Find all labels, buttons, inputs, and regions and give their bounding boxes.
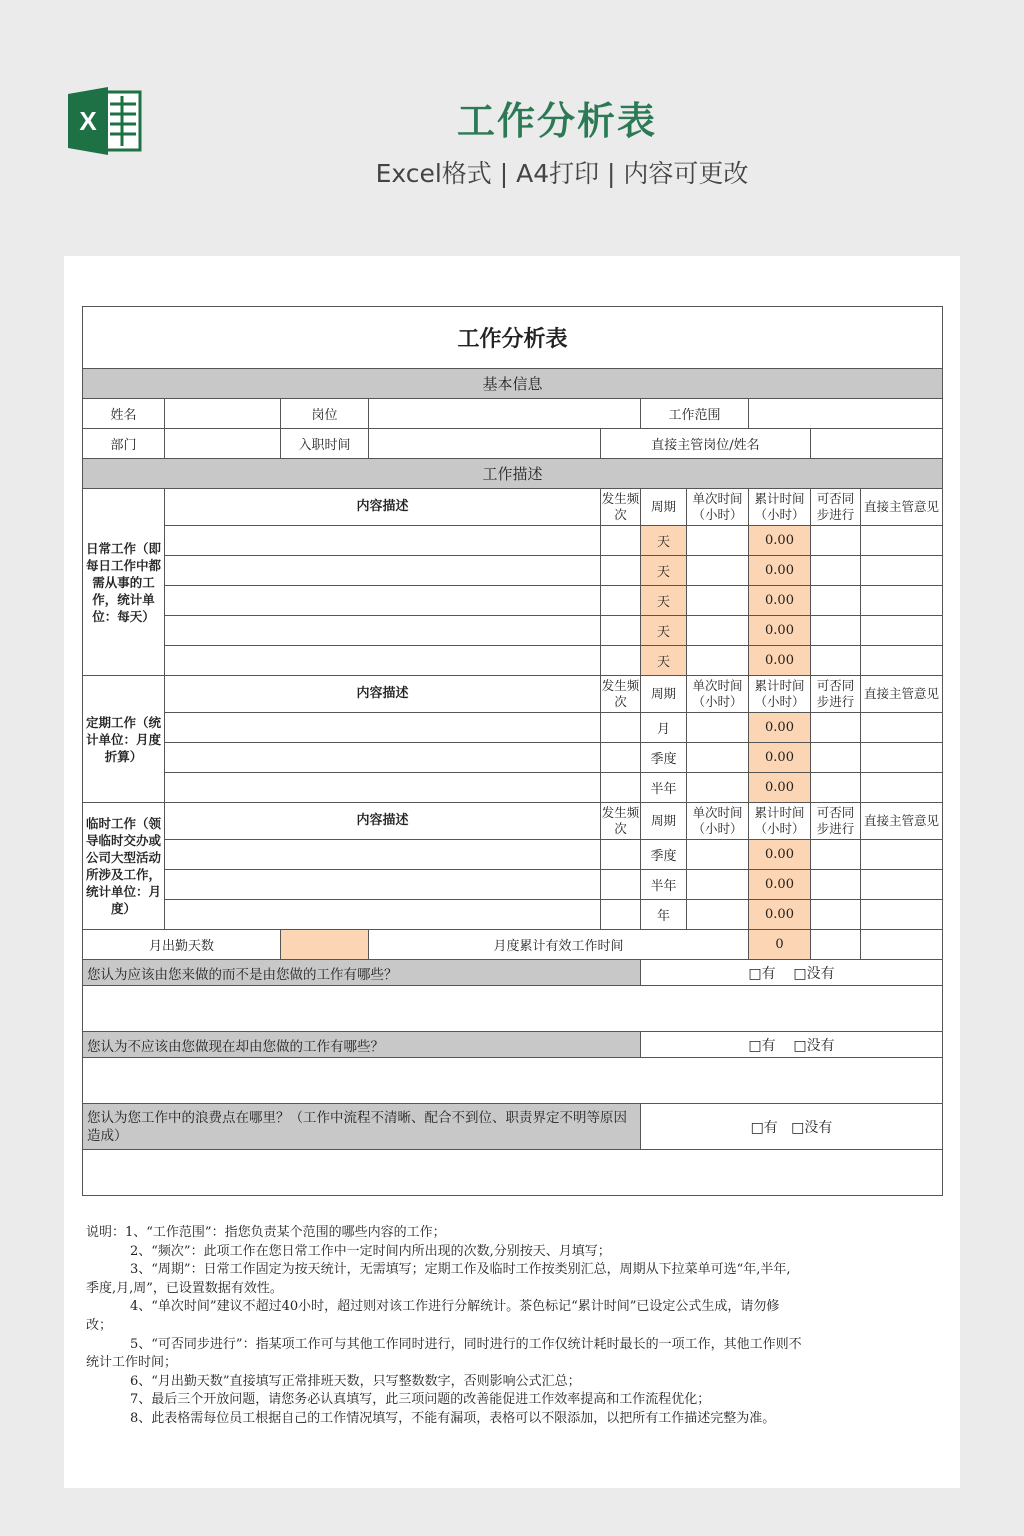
cycle-cell[interactable]: 月: [641, 713, 687, 743]
sync-cell[interactable]: [811, 713, 861, 743]
opinion-cell[interactable]: [861, 586, 943, 616]
freq-cell[interactable]: [601, 773, 641, 803]
cycle-header: 周期: [641, 676, 687, 713]
content-cell[interactable]: [165, 646, 601, 676]
note-line: 季度,月,周”，已设置数据有效性。: [86, 1280, 283, 1296]
cycle-cell[interactable]: 半年: [641, 870, 687, 900]
content-cell[interactable]: [165, 743, 601, 773]
attendance-days-field[interactable]: [281, 930, 369, 960]
content-header: 内容描述: [165, 489, 601, 526]
freq-cell[interactable]: [601, 526, 641, 556]
sync-cell[interactable]: [811, 556, 861, 586]
content-cell[interactable]: [165, 526, 601, 556]
opinion-cell[interactable]: [861, 900, 943, 930]
single-time-cell[interactable]: [687, 526, 749, 556]
single-time-cell[interactable]: [687, 556, 749, 586]
note-line: 5、“可否同步进行”：指某项工作可与其他工作同时进行，同时进行的工作仅统计耗时最长的一项工作，其他工作则不: [130, 1336, 802, 1352]
total-time-header: 累计时间（小时）: [749, 803, 811, 840]
cycle-cell[interactable]: 季度: [641, 743, 687, 773]
total-time-cell: 0.00: [749, 900, 811, 930]
sync-cell[interactable]: [811, 840, 861, 870]
effective-time-value: 0: [749, 930, 811, 960]
summary-blank-cell: [811, 930, 861, 960]
single-time-cell[interactable]: [687, 646, 749, 676]
sync-cell[interactable]: [811, 526, 861, 556]
content-cell[interactable]: [165, 870, 601, 900]
opinion-cell[interactable]: [861, 616, 943, 646]
opinion-cell[interactable]: [861, 870, 943, 900]
note-line: 4、“单次时间”建议不超过40小时，超过则对该工作进行分解统计。茶色标记“累计时间”已设定公式生成，请勿修: [130, 1299, 780, 1315]
total-time-cell: 0.00: [749, 713, 811, 743]
total-time-cell: 0.00: [749, 556, 811, 586]
opinion-cell[interactable]: [861, 526, 943, 556]
periodic-work-label: 定期工作（统计单位：月度折算）: [83, 676, 165, 803]
content-cell[interactable]: [165, 616, 601, 646]
freq-cell[interactable]: [601, 870, 641, 900]
content-cell[interactable]: [165, 556, 601, 586]
sync-header: 可否同步进行: [811, 803, 861, 840]
freq-cell[interactable]: [601, 713, 641, 743]
freq-header: 发生频次: [601, 803, 641, 840]
opinion-cell[interactable]: [861, 646, 943, 676]
table-row: [83, 900, 943, 930]
total-time-cell: 0.00: [749, 586, 811, 616]
sync-cell[interactable]: [811, 773, 861, 803]
freq-cell[interactable]: [601, 556, 641, 586]
single-time-cell[interactable]: [687, 870, 749, 900]
note-line: 2、“频次”：此项工作在您日常工作中一定时间内所出现的次数,分别按天、月填写；: [130, 1243, 611, 1259]
attendance-days-label: 月出勤天数: [83, 930, 281, 960]
table-row: [83, 840, 943, 870]
cycle-header: 周期: [641, 489, 687, 526]
supervisor-label: 直接主管岗位/姓名: [601, 429, 811, 459]
question-2-answer[interactable]: [83, 1058, 943, 1104]
single-time-cell[interactable]: [687, 616, 749, 646]
opinion-header: 直接主管意见: [861, 489, 943, 526]
sync-cell[interactable]: [811, 870, 861, 900]
total-time-cell: 0.00: [749, 840, 811, 870]
single-time-cell[interactable]: [687, 900, 749, 930]
table-row: [83, 526, 943, 556]
note-line: 8、此表格需每位员工根据自己的工作情况填写，不能有漏项，表格可以不限添加，以把所有工作描述完整为准。: [130, 1410, 776, 1426]
dept-field[interactable]: [165, 429, 281, 459]
table-row: [83, 713, 943, 743]
name-label: 姓名: [83, 399, 165, 429]
freq-cell[interactable]: [601, 616, 641, 646]
daily-work-label: 日常工作（即每日工作中都需从事的工作，统计单位：每天）: [83, 489, 165, 676]
question-2-options: [641, 1032, 943, 1058]
freq-header: 发生频次: [601, 489, 641, 526]
freq-cell[interactable]: [601, 646, 641, 676]
question-1-options: [641, 960, 943, 986]
cycle-cell: 天: [641, 586, 687, 616]
cycle-cell: 天: [641, 526, 687, 556]
sync-cell[interactable]: [811, 743, 861, 773]
single-time-cell[interactable]: [687, 773, 749, 803]
single-time-cell[interactable]: [687, 743, 749, 773]
cycle-cell: 天: [641, 646, 687, 676]
question-1-yes-checkbox[interactable]: □有: [748, 965, 776, 982]
sync-header: 可否同步进行: [811, 489, 861, 526]
table-row: [83, 616, 943, 646]
sync-cell[interactable]: [811, 900, 861, 930]
single-time-cell[interactable]: [687, 840, 749, 870]
question-1: 您认为应该由您来做的而不是由您做的工作有哪些？: [83, 960, 641, 986]
opinion-header: 直接主管意见: [861, 803, 943, 840]
note-line: 统计工作时间；: [86, 1355, 178, 1371]
content-cell[interactable]: [165, 586, 601, 616]
question-3-yes-checkbox[interactable]: □有: [750, 1119, 778, 1136]
hire-date-field[interactable]: [369, 429, 601, 459]
table-row: [83, 773, 943, 803]
opinion-header: 直接主管意见: [861, 676, 943, 713]
cycle-cell[interactable]: 年: [641, 900, 687, 930]
note-line: 7、最后三个开放问题，请您务必认真填写，此三项问题的改善能促进工作效率提高和工作流程优化；: [130, 1392, 711, 1408]
cycle-cell[interactable]: 半年: [641, 773, 687, 803]
single-time-header: 单次时间（小时）: [687, 803, 749, 840]
note-line: 说明：1、“工作范围”：指您负责某个范围的哪些内容的工作；: [86, 1225, 446, 1240]
question-3: 您认为您工作中的浪费点在哪里？（工作中流程不清晰、配合不到位、职责界定不明等原因造成）: [83, 1104, 641, 1150]
opinion-cell[interactable]: [861, 840, 943, 870]
banner-subtitle: Excel格式 | A4打印 | 内容可更改: [375, 159, 749, 188]
content-cell[interactable]: [165, 840, 601, 870]
scope-field[interactable]: [749, 399, 943, 429]
single-time-header: 单次时间（小时）: [687, 676, 749, 713]
section-work-description: 工作描述: [83, 459, 943, 489]
question-3-no-checkbox[interactable]: □没有: [791, 1119, 833, 1136]
name-field[interactable]: [165, 399, 281, 429]
single-time-cell[interactable]: [687, 713, 749, 743]
summary-blank-cell: [861, 930, 943, 960]
cycle-header: 周期: [641, 803, 687, 840]
question-3-options: [641, 1104, 943, 1150]
freq-cell[interactable]: [601, 900, 641, 930]
note-line: 6、“月出勤天数”直接填写正常排班天数，只写整数数字，否则影响公式汇总；: [130, 1373, 581, 1389]
content-header: 内容描述: [165, 803, 601, 840]
effective-time-label: 月度累计有效工作时间: [369, 930, 749, 960]
table-row: [83, 556, 943, 586]
post-label: 岗位: [281, 399, 369, 429]
note-line: 3、“周期”：日常工作固定为按天统计，无需填写；定期工作及临时工作按类别汇总，周期从下拉菜单可选“年,半年,: [130, 1262, 791, 1278]
table-row: [83, 743, 943, 773]
question-1-answer[interactable]: [83, 986, 943, 1032]
table-row: [83, 870, 943, 900]
question-2: 您认为不应该由您做现在却由您做的工作有哪些？: [83, 1032, 641, 1058]
opinion-cell[interactable]: [861, 556, 943, 586]
notes-section: [86, 1224, 936, 1429]
question-1-no-checkbox[interactable]: □没有: [793, 965, 835, 982]
total-time-header: 累计时间（小时）: [749, 676, 811, 713]
dept-label: 部门: [83, 429, 165, 459]
total-time-cell: 0.00: [749, 870, 811, 900]
section-basic-info: 基本信息: [83, 369, 943, 399]
question-3-answer[interactable]: [83, 1150, 943, 1196]
sync-cell[interactable]: [811, 586, 861, 616]
total-time-header: 累计时间（小时）: [749, 489, 811, 526]
content-cell[interactable]: [165, 773, 601, 803]
freq-cell[interactable]: [601, 743, 641, 773]
note-line: 改；: [86, 1317, 113, 1333]
freq-header: 发生频次: [601, 676, 641, 713]
banner-title: 工作分析表: [456, 99, 657, 143]
content-cell[interactable]: [165, 900, 601, 930]
excel-logo-letter: X: [79, 106, 97, 136]
scope-label: 工作范围: [641, 399, 749, 429]
table-row: [83, 586, 943, 616]
opinion-cell[interactable]: [861, 713, 943, 743]
total-time-cell: 0.00: [749, 773, 811, 803]
content-header: 内容描述: [165, 676, 601, 713]
post-field[interactable]: [369, 399, 641, 429]
total-time-cell: 0.00: [749, 743, 811, 773]
cycle-cell: 天: [641, 616, 687, 646]
sheet-title: 工作分析表: [83, 307, 943, 369]
opinion-cell[interactable]: [861, 743, 943, 773]
total-time-cell: 0.00: [749, 646, 811, 676]
hire-date-label: 入职时间: [281, 429, 369, 459]
temporary-work-label: 临时工作（领导临时交办或公司大型活动所涉及工作，统计单位：月度）: [83, 803, 165, 930]
cycle-cell[interactable]: 季度: [641, 840, 687, 870]
supervisor-field[interactable]: [811, 429, 943, 459]
freq-cell[interactable]: [601, 586, 641, 616]
sync-cell[interactable]: [811, 646, 861, 676]
content-cell[interactable]: [165, 713, 601, 743]
opinion-cell[interactable]: [861, 773, 943, 803]
total-time-cell: 0.00: [749, 616, 811, 646]
document-page: [64, 256, 960, 1488]
question-2-yes-checkbox[interactable]: □有: [748, 1037, 776, 1054]
cycle-cell: 天: [641, 556, 687, 586]
question-2-no-checkbox[interactable]: □没有: [793, 1037, 835, 1054]
work-analysis-sheet: [82, 306, 943, 1196]
single-time-cell[interactable]: [687, 586, 749, 616]
sync-cell[interactable]: [811, 616, 861, 646]
freq-cell[interactable]: [601, 840, 641, 870]
table-row: [83, 646, 943, 676]
sync-header: 可否同步进行: [811, 676, 861, 713]
total-time-cell: 0.00: [749, 526, 811, 556]
single-time-header: 单次时间（小时）: [687, 489, 749, 526]
